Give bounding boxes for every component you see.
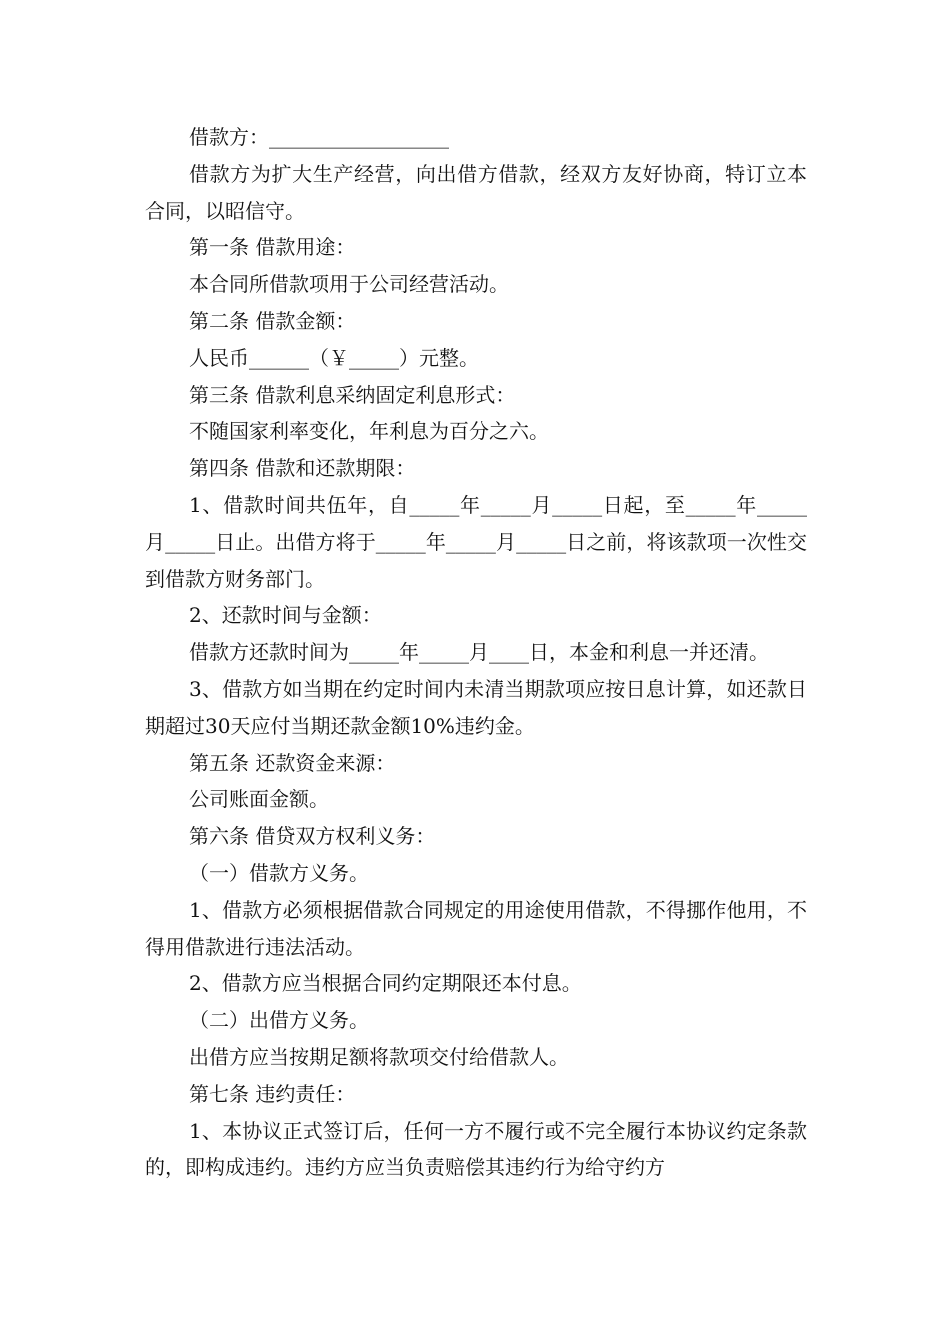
article-3-heading: 第三条 借款利息采纳固定利息形式： <box>189 382 516 407</box>
article-1-heading: 第一条 借款用途： <box>189 235 356 260</box>
article-4-clause-1: 1、借款时间共伍年，自_____年_____月_____日起，至_____年_____月_____日止。出借方将于_____年_____月_____日之前，将该款项一次性交到借款方财务部门。 <box>145 492 807 591</box>
article-7-clause-1: 1、本协议正式签订后，任何一方不履行或不完全履行本协议约定条款的，即构成违约。违约方应当负责赔偿其违约行为给守约方 <box>145 1118 807 1180</box>
article-6-heading: 第六条 借贷双方权利义务： <box>189 824 436 849</box>
article-7-heading: 第七条 违约责任： <box>189 1081 356 1106</box>
article-2-heading: 第二条 借款金额： <box>189 308 356 333</box>
article-6-section-2-body: 出借方应当按期足额将款项交付给借款人。 <box>189 1044 569 1069</box>
article-4-clause-2-heading: 2、还款时间与金额： <box>189 603 382 628</box>
article-6-section-1-clause-1: 1、借款方必须根据借款合同规定的用途使用借款，不得挪作他用，不得用借款进行违法活动。 <box>145 897 807 959</box>
document-body <box>145 119 807 1186</box>
article-2-body: 人民币______（￥_____）元整。 <box>189 345 479 370</box>
article-6-section-1-clause-2: 2、借款方应当根据合同约定期限还本付息。 <box>189 971 582 996</box>
article-6-section-2-heading: （二）出借方义务。 <box>189 1008 369 1033</box>
article-4-clause-2-body: 借款方还款时间为_____年_____月____日，本金和利息一并还清。 <box>189 640 769 665</box>
article-4-heading: 第四条 借款和还款期限： <box>189 456 416 481</box>
article-5-body: 公司账面金额。 <box>189 787 329 812</box>
article-5-heading: 第五条 还款资金来源： <box>189 750 396 775</box>
article-1-body: 本合同所借款项用于公司经营活动。 <box>189 272 509 297</box>
article-6-section-1-heading: （一）借款方义务。 <box>189 860 369 885</box>
article-3-body: 不随国家利率变化，年利息为百分之六。 <box>189 419 549 444</box>
article-4-clause-3: 3、借款方如当期在约定时间内未清当期款项应按日息计算，如还款日期超过30天应付当期还款金额10%违约金。 <box>145 676 807 738</box>
borrower-line: 借款方：__________________ <box>189 125 449 149</box>
preamble-paragraph: 借款方为扩大生产经营，向出借方借款，经双方友好协商，特订立本合同，以昭信守。 <box>145 161 807 223</box>
